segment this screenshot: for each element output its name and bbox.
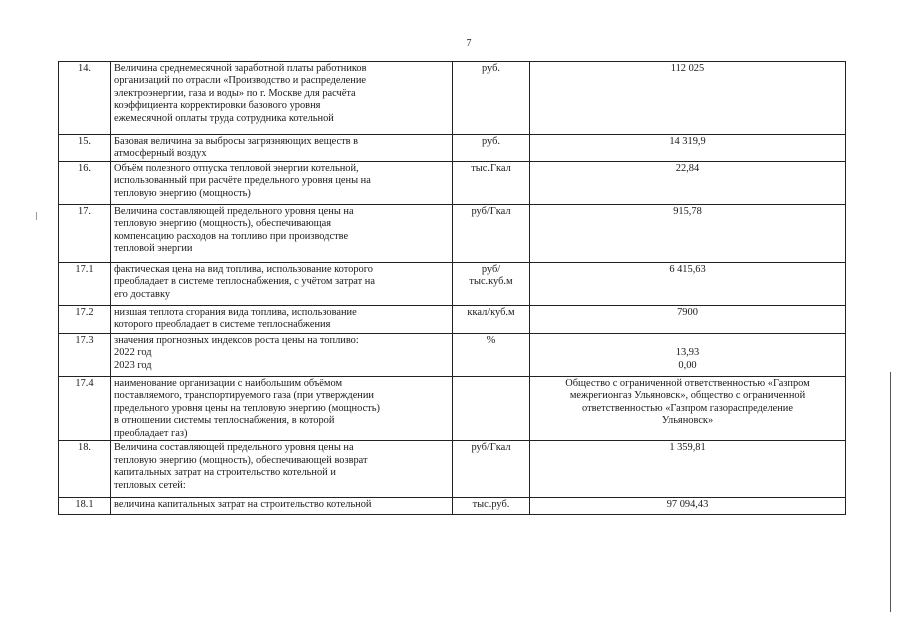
parameter-name bbox=[111, 62, 453, 135]
parameter-name-line: тепловую энергию (мощность) bbox=[114, 187, 251, 199]
unit-cell-line: руб/ bbox=[481, 263, 501, 275]
value-cell-line: 0,00 bbox=[678, 359, 697, 371]
parameter-name-line: Базовая величина за выбросы загрязняющих веществ в bbox=[114, 136, 359, 147]
parameter-name-line: ежемесячной оплаты труда сотрудника котельной bbox=[114, 112, 334, 124]
table-row bbox=[59, 62, 846, 135]
parameter-name bbox=[111, 305, 453, 333]
parameter-name bbox=[111, 441, 453, 498]
parameter-name-line: наименование организации с наибольшим объёмом bbox=[114, 377, 343, 389]
parameter-name-line: тепловой энергии bbox=[114, 243, 193, 255]
row-number: 17.2 bbox=[59, 305, 111, 333]
value-cell-line bbox=[533, 335, 842, 347]
unit-cell bbox=[453, 305, 530, 333]
value-cell bbox=[530, 262, 846, 305]
unit-cell bbox=[453, 376, 530, 440]
parameter-name-line: компенсацию расходов на топливо при производстве bbox=[114, 230, 349, 242]
unit-cell-line: тыс.куб.м bbox=[469, 276, 513, 288]
table-row bbox=[59, 204, 846, 262]
unit-cell bbox=[453, 161, 530, 204]
unit-cell bbox=[453, 62, 530, 135]
table-row bbox=[59, 333, 846, 376]
value-cell bbox=[530, 376, 846, 440]
unit-cell bbox=[453, 333, 530, 376]
parameter-name-line: тепловую энергию (мощность), обеспечивающей возврат bbox=[114, 454, 368, 466]
value-cell-line: 14 319,9 bbox=[669, 136, 706, 147]
value-cell-line: Общество с ограниченной ответственностью «Газпром bbox=[565, 377, 810, 389]
row-number: 14. bbox=[59, 62, 111, 135]
row-number: 17. bbox=[59, 204, 111, 262]
parameter-name-line: которого преобладает в системе теплоснабжения bbox=[114, 319, 331, 331]
row-number: 18.1 bbox=[59, 498, 111, 515]
parameter-name bbox=[111, 161, 453, 204]
value-cell-line: 7900 bbox=[677, 306, 698, 318]
unit-cell-line: руб. bbox=[481, 136, 500, 147]
parameter-name-line: капитальных затрат на строительство котельной и bbox=[114, 467, 336, 479]
parameter-name bbox=[111, 333, 453, 376]
parameters-table bbox=[58, 61, 846, 515]
parameter-name-line: преобладает в системе теплоснабжения, с учётом затрат на bbox=[114, 276, 375, 288]
parameter-name-line: использованный при расчёте предельного уровня цены на bbox=[114, 175, 371, 187]
parameter-name-line: Объём полезного отпуска тепловой энергии котельной, bbox=[114, 162, 359, 174]
parameter-name-line: значения прогнозных индексов роста цены на топливо: bbox=[114, 334, 359, 346]
parameter-name bbox=[111, 262, 453, 305]
value-cell-line: 112 025 bbox=[670, 63, 705, 74]
parameter-name-line: тепловых сетей: bbox=[114, 479, 186, 491]
parameter-name-line: величина капитальных затрат на строительство котельной bbox=[114, 499, 372, 511]
unit-cell-line: руб. bbox=[481, 63, 500, 74]
parameter-name bbox=[111, 376, 453, 440]
parameter-name-line: организаций по отрасли «Производство и распределение bbox=[114, 75, 367, 87]
parameter-name bbox=[111, 135, 453, 162]
parameter-name-line: предельного уровня цены на тепловую энергию (мощность) bbox=[114, 402, 380, 414]
row-number: 16. bbox=[59, 161, 111, 204]
value-cell-line: 13,93 bbox=[675, 347, 700, 359]
unit-cell-line: руб/Гкал bbox=[471, 205, 511, 217]
parameter-name-line: тепловую энергию (мощность), обеспечивающая bbox=[114, 218, 332, 230]
unit-cell bbox=[453, 135, 530, 162]
scan-edge-mark bbox=[36, 212, 37, 220]
unit-cell-line: руб/Гкал bbox=[471, 442, 511, 454]
parameter-name-line: поставляемого, транспортируемого газа (при утверждении bbox=[114, 390, 374, 402]
parameter-name-line: Величина составляющей предельного уровня цены на bbox=[114, 442, 354, 454]
parameter-name-line: атмосферный воздух bbox=[114, 148, 207, 160]
value-cell bbox=[530, 135, 846, 162]
page-number: 7 bbox=[466, 38, 472, 49]
row-number: 17.1 bbox=[59, 262, 111, 305]
parameter-name-line: его доставку bbox=[114, 288, 171, 300]
value-cell-line: ответственностью «Газпром газораспределение bbox=[582, 402, 793, 414]
table-row bbox=[59, 135, 846, 162]
value-cell bbox=[530, 305, 846, 333]
value-cell-line: 1 359,81 bbox=[669, 442, 706, 454]
table-body bbox=[59, 62, 846, 515]
parameter-name-line: фактическая цена на вид топлива, использование которого bbox=[114, 263, 373, 275]
unit-cell bbox=[453, 204, 530, 262]
parameter-name bbox=[111, 204, 453, 262]
parameter-name-line: 2022 год bbox=[114, 347, 152, 359]
value-cell bbox=[530, 204, 846, 262]
value-cell-line: межрегионгаз Ульяновск», общество с ограниченной bbox=[569, 390, 806, 402]
value-cell-line: 97 094,43 bbox=[666, 499, 709, 511]
row-number: 17.3 bbox=[59, 333, 111, 376]
table-row bbox=[59, 498, 846, 515]
scan-edge-line bbox=[890, 372, 891, 612]
unit-cell-line: тыс.руб. bbox=[472, 499, 510, 511]
row-number: 15. bbox=[59, 135, 111, 162]
parameter-name-line: в отношении системы теплоснабжения, в которой bbox=[114, 415, 335, 427]
table-row bbox=[59, 262, 846, 305]
table-row bbox=[59, 441, 846, 498]
value-cell bbox=[530, 498, 846, 515]
parameter-name-line: преобладает газ) bbox=[114, 427, 188, 439]
unit-cell bbox=[453, 262, 530, 305]
value-cell-line: 915,78 bbox=[673, 205, 702, 217]
parameter-name-line: Величина составляющей предельного уровня цены на bbox=[114, 205, 354, 217]
unit-cell bbox=[453, 498, 530, 515]
table-row bbox=[59, 376, 846, 440]
parameter-name-line: Величина среднемесячной заработной платы работников bbox=[114, 63, 367, 74]
unit-cell-line: ккал/куб.м bbox=[467, 306, 515, 318]
parameter-name-line: низшая теплота сгорания вида топлива, использование bbox=[114, 306, 357, 318]
row-number: 18. bbox=[59, 441, 111, 498]
value-cell bbox=[530, 161, 846, 204]
value-cell-line: 22,84 bbox=[675, 162, 700, 174]
parameter-name-line: 2023 год bbox=[114, 359, 152, 371]
parameter-name bbox=[111, 498, 453, 515]
unit-cell-line: тыс.Гкал bbox=[471, 162, 511, 174]
unit-cell bbox=[453, 441, 530, 498]
table-row bbox=[59, 305, 846, 333]
value-cell-line: Ульяновск» bbox=[661, 415, 714, 427]
value-cell bbox=[530, 62, 846, 135]
value-cell bbox=[530, 333, 846, 376]
table-row bbox=[59, 161, 846, 204]
value-cell-line: 6 415,63 bbox=[669, 263, 706, 275]
value-cell bbox=[530, 441, 846, 498]
parameter-name-line: электроэнергии, газа и воды» по г. Москве для расчёта bbox=[114, 87, 356, 99]
row-number: 17.4 bbox=[59, 376, 111, 440]
parameter-name-line: коэффициента корректировки базового уровня bbox=[114, 100, 321, 112]
unit-cell-line: % bbox=[486, 334, 496, 346]
